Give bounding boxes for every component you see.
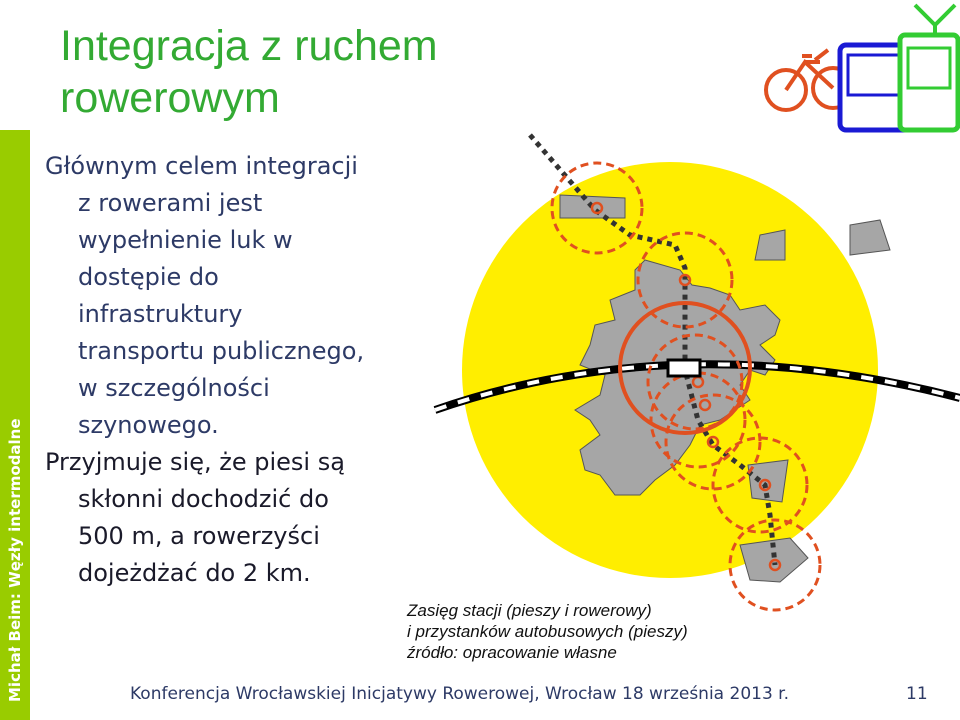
footer-conference: Konferencja Wrocławskiej Inicjatywy Rowerowej, Wrocław 18 września 2013 r. <box>130 684 789 704</box>
paragraph-line: z rowerami jest <box>78 189 263 217</box>
paragraph-line: dojeżdżać do 2 km. <box>78 559 311 587</box>
paragraph-line: szynowego. <box>78 411 219 439</box>
caption-source: źródło: opracowanie własne <box>407 643 617 662</box>
paragraph-line: 500 m, a rowerzyści <box>78 522 320 550</box>
paragraph-line: Przyjmuje się, że piesi są <box>45 448 345 476</box>
paragraph-line: transportu publicznego, <box>78 337 365 365</box>
tram-icon <box>900 5 958 130</box>
slide-title-line-2: rowerowym <box>60 74 280 122</box>
transport-logo <box>760 0 960 135</box>
paragraph-line: wypełnienie luk w <box>78 226 293 254</box>
slide-title <box>60 20 620 124</box>
catchment-diagram <box>430 120 960 630</box>
paragraph-line: Głównym celem integracji <box>45 152 358 180</box>
paragraph-line: dostępie do <box>78 263 219 291</box>
paragraph-distances <box>45 444 445 592</box>
page-number: 11 <box>906 684 928 704</box>
sidebar-author-label: Michał Beim: Węzły intermodalne <box>6 418 24 702</box>
sidebar-strip <box>0 130 30 720</box>
slide-body <box>45 148 445 592</box>
paragraph-line: infrastruktury <box>78 300 243 328</box>
caption-line: Zasięg stacji (pieszy i rowerowy) <box>407 601 652 620</box>
caption-line: i przystanków autobusowych (pieszy) <box>407 622 688 641</box>
paragraph-goal <box>45 148 445 444</box>
urban-area-northeast-2 <box>850 220 890 255</box>
paragraph-line: skłonni dochodzić do <box>78 485 329 513</box>
paragraph-line: w szczególności <box>78 374 270 402</box>
diagram-caption <box>407 600 807 663</box>
slide-title-line-1: Integracja z ruchem <box>60 22 438 70</box>
railway-station <box>668 360 700 376</box>
